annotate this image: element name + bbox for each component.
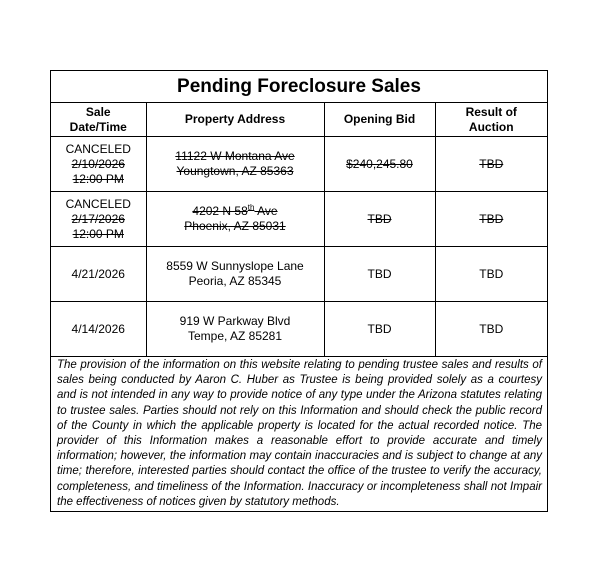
status-label: CANCELED — [65, 196, 131, 211]
city-state-zip: Youngtown, AZ 85363 — [176, 164, 294, 178]
sale-date: 2/10/2026 — [71, 156, 125, 171]
header-property-address: Property Address — [146, 103, 324, 137]
street-address: 4202 N 58th Ave — [192, 203, 278, 218]
sales-grid — [51, 103, 547, 357]
header-row — [51, 103, 547, 137]
header-opening-bid: Opening Bid — [324, 103, 435, 137]
city-state-zip: Phoenix, AZ 85031 — [184, 219, 286, 233]
street-address: 919 W Parkway Blvd — [179, 314, 291, 328]
header-sale-date: Sale Date/Time — [51, 103, 146, 137]
page-title: Pending Foreclosure Sales — [51, 71, 547, 103]
sale-date-cell — [51, 247, 146, 302]
city-state-zip: Peoria, AZ 85345 — [188, 274, 282, 288]
table-row — [51, 192, 547, 247]
sale-date: 2/17/2026 — [71, 211, 125, 226]
result-cell: TBD — [435, 192, 547, 247]
sale-date-cell — [51, 192, 146, 247]
opening-bid-cell: TBD — [324, 192, 435, 247]
table-row — [51, 302, 547, 357]
property-address-cell — [146, 192, 324, 247]
property-address-cell — [146, 302, 324, 357]
result-cell: TBD — [435, 137, 547, 192]
sale-date-cell — [51, 302, 146, 357]
header-result: Result of Auction — [435, 103, 547, 137]
property-address-cell — [146, 247, 324, 302]
status-label: CANCELED — [65, 141, 131, 156]
opening-bid-cell: TBD — [324, 302, 435, 357]
property-address-cell — [146, 137, 324, 192]
table-row — [51, 137, 547, 192]
disclaimer-text: The provision of the information on this website relating to pending trustee sales and results of sales being conducted by Aaron C. Huber as Trustee is being provided solely as a courtesy and is not intended in any way to provide notice of any type under the Arizona statutes relating to trustee sales. Parties should not rely on this Information and should check the public record of the County in which the applicable property is located for the actual recorded notice. The provider of this Information makes a reasonable effort to provide accurate and timely information; however, the information may contain inaccuracies and is subject to change at any time; therefore, interested parties should contact the office of the trustee to verify the accuracy, completeness, and timeliness of the Information. Inaccuracy or incompleteness shall not Impair the effectiveness of notices given by statutory methods. — [57, 359, 542, 508]
street-address: 11122 W Montana Ave — [175, 149, 295, 163]
opening-bid-cell: TBD — [324, 247, 435, 302]
foreclosure-table — [50, 70, 548, 512]
result-cell: TBD — [435, 302, 547, 357]
table-row — [51, 247, 547, 302]
sale-time: 12:00 PM — [72, 171, 124, 186]
sale-time: 12:00 PM — [72, 226, 124, 241]
street-address: 8559 W Sunnyslope Lane — [166, 259, 304, 273]
city-state-zip: Tempe, AZ 85281 — [187, 329, 283, 343]
result-cell: TBD — [435, 247, 547, 302]
opening-bid-cell: $240,245.80 — [324, 137, 435, 192]
sale-date: 4/14/2026 — [71, 321, 125, 336]
sale-date-cell — [51, 137, 146, 192]
sale-date: 4/21/2026 — [71, 266, 125, 281]
